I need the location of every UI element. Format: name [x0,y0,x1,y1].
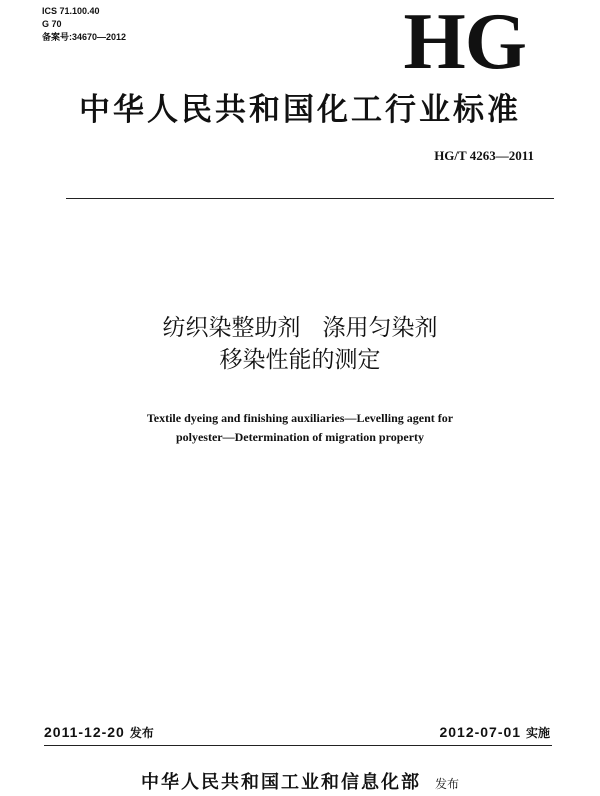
classification-code: G 70 [42,19,62,29]
ics-code: ICS 71.100.40 [42,6,100,16]
english-title [0,409,600,447]
implementation-date [439,724,550,741]
implementation-date-value: 2012-07-01 [439,724,522,740]
publisher-name: 中华人民共和国工业和信息化部 [140,772,421,793]
standard-category-title: 中华人民共和国化工行业标准 [79,92,521,128]
implementation-date-label: 实施 [525,726,550,740]
document-metadata [42,5,126,44]
chinese-title-line-1: 纺织染整助剂 涤用匀染剂 [162,315,438,341]
english-title-line-1: Textile dyeing and finishing auxiliaries—Levelling agent for [146,411,454,425]
issue-date-label: 发布 [129,726,154,740]
issue-date [44,724,154,741]
standard-number: HG/T 4263—2011 [434,148,534,163]
chinese-title-line-2: 移染性能的测定 [219,347,381,373]
publisher-label: 发布 [434,777,459,791]
hg-logo: HG [403,0,526,86]
issue-date-value: 2011-12-20 [44,724,125,740]
chinese-title [0,312,600,376]
publisher [0,768,600,794]
filing-number: 备案号:34670—2012 [42,32,127,42]
top-divider [66,198,554,199]
english-title-line-2: polyester—Determination of migration property [175,430,425,444]
bottom-divider [44,745,552,746]
